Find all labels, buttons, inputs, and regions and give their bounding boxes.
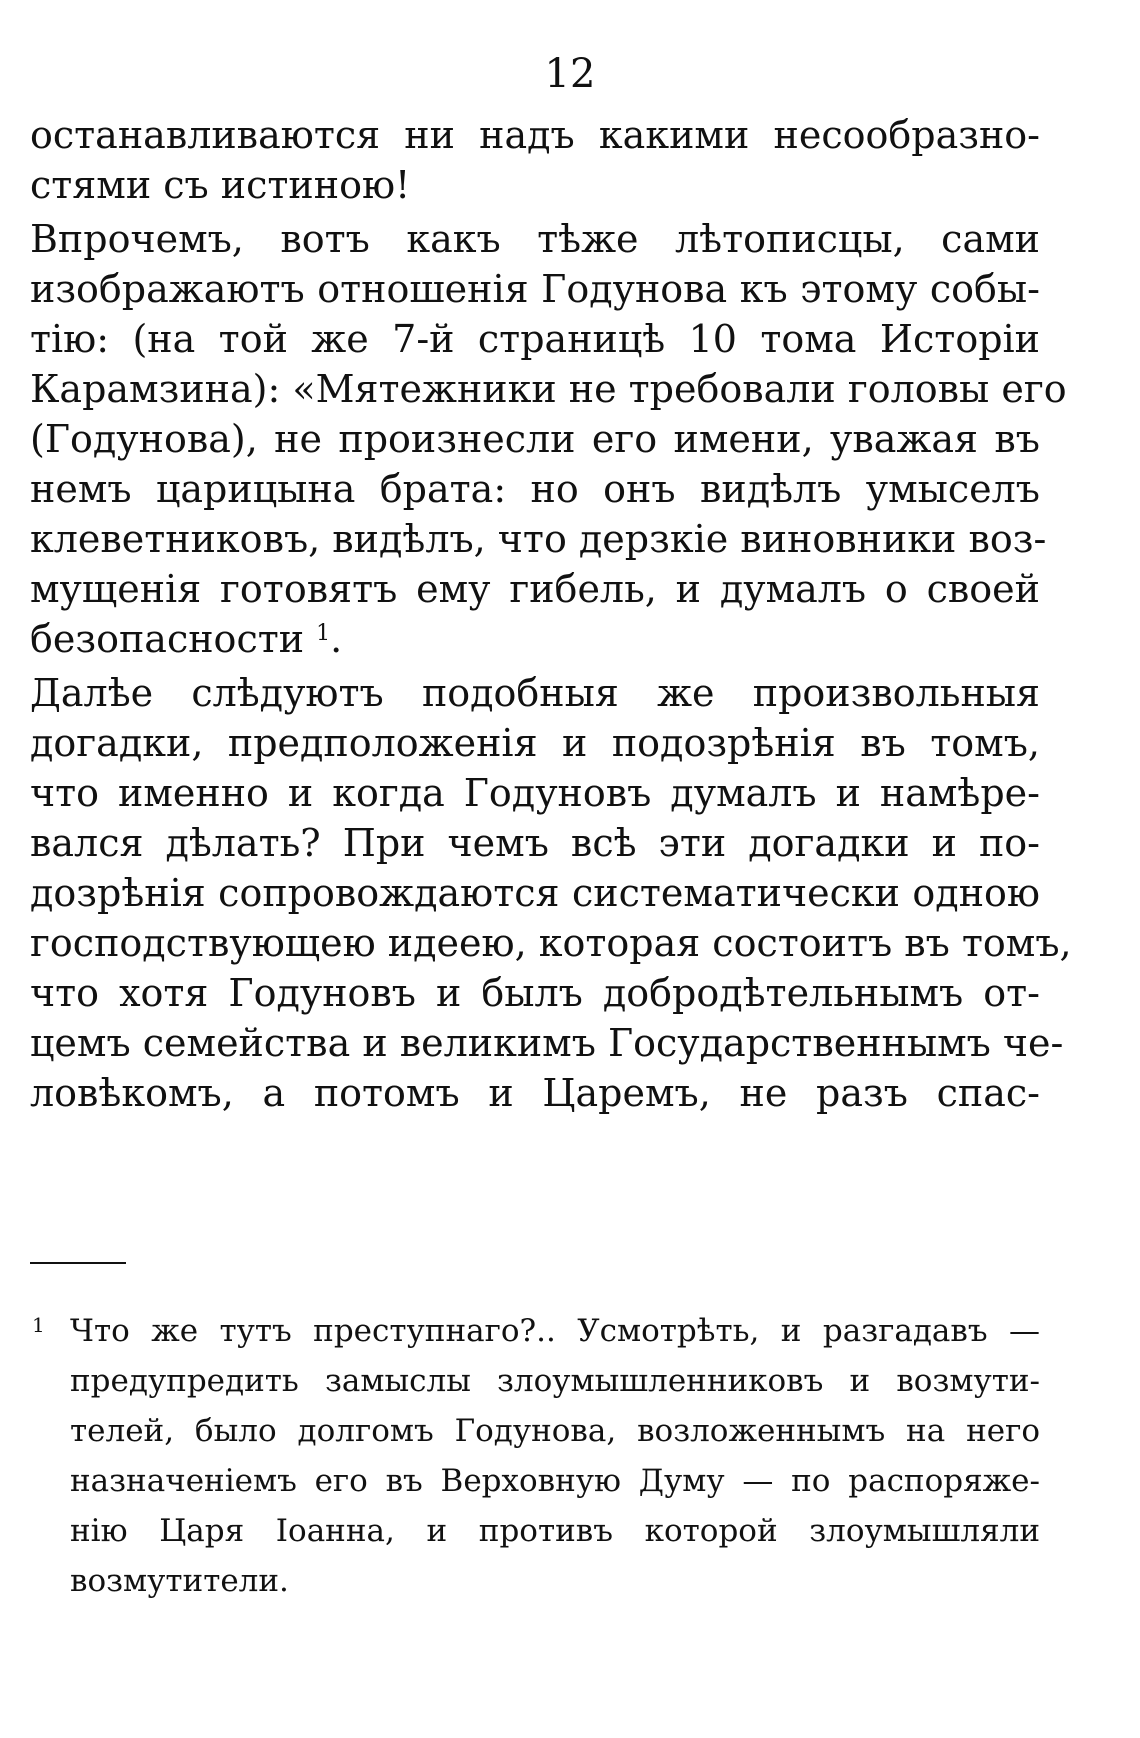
footnote-reference: 1 [316, 621, 331, 646]
footnote-line: назначеніемъ его въ Верховную Думу — по распоряже- [70, 1463, 1040, 1499]
body-line: мущенія готовятъ ему гибель, и думалъ о своей [30, 567, 1040, 611]
body-line: немъ царицына брата: но онъ видѣлъ умыселъ [30, 467, 1040, 511]
footnote-reference-period: . [330, 617, 343, 661]
body-line: тію: (на той же 7-й страницѣ 10 тома Исторіи [30, 317, 1040, 361]
body-line-text: безопасности [30, 617, 305, 661]
body-line: что хотя Годуновъ и былъ добродѣтельнымъ от- [30, 971, 1040, 1015]
body-line: вался дѣлать? При чемъ всѣ эти догадки и по- [30, 821, 1040, 865]
body-line: стями съ истиною! [30, 163, 411, 207]
body-line: Карамзина): «Мятежники не требовали головы его [30, 367, 1067, 411]
body-line: дозрѣнія сопровождаются систематически одною [30, 871, 1040, 915]
body-line-with-footnote-ref [30, 616, 1040, 662]
body-line: останавливаются ни надъ какими несообразно- [30, 113, 1040, 157]
footnote-line: нію Царя Іоанна, и противъ которой злоумышляли [70, 1513, 1040, 1549]
footnote-line [32, 1312, 1040, 1350]
footnote-marker: 1 [32, 1313, 45, 1337]
page-number: 12 [544, 51, 596, 97]
body-line: изображаютъ отношенія Годунова къ этому собы- [30, 267, 1040, 311]
body-line: ловѣкомъ, а потомъ и Царемъ, не разъ спас- [30, 1071, 1040, 1115]
body-line: цемъ семейства и великимъ Государственнымъ че- [30, 1021, 1064, 1065]
footnote-divider [30, 1262, 126, 1264]
body-line: клеветниковъ, видѣлъ, что дерзкіе виновники воз- [30, 517, 1047, 561]
body-line: Впрочемъ, вотъ какъ тѣже лѣтописцы, сами [30, 217, 1040, 261]
footnote-line: предупредить замыслы злоумышленниковъ и возмути- [70, 1363, 1040, 1399]
footnote-line-text: Что же тутъ преступнаго?.. Усмотрѣть, и разгадавъ — [70, 1313, 1040, 1349]
body-line: что именно и когда Годуновъ думалъ и намѣре- [30, 771, 1040, 815]
body-line: господствующею идеею, которая состоитъ въ томъ, [30, 921, 1072, 965]
body-line: (Годунова), не произнесли его имени, уважая въ [30, 417, 1040, 461]
footnote-line: возмутители. [70, 1563, 289, 1599]
footnote-line: телей, было долгомъ Годунова, возложеннымъ на него [70, 1413, 1040, 1449]
body-line: догадки, предположенія и подозрѣнія въ томъ, [30, 721, 1040, 765]
body-line: Далѣе слѣдуютъ подобныя же произвольныя [30, 671, 1040, 715]
